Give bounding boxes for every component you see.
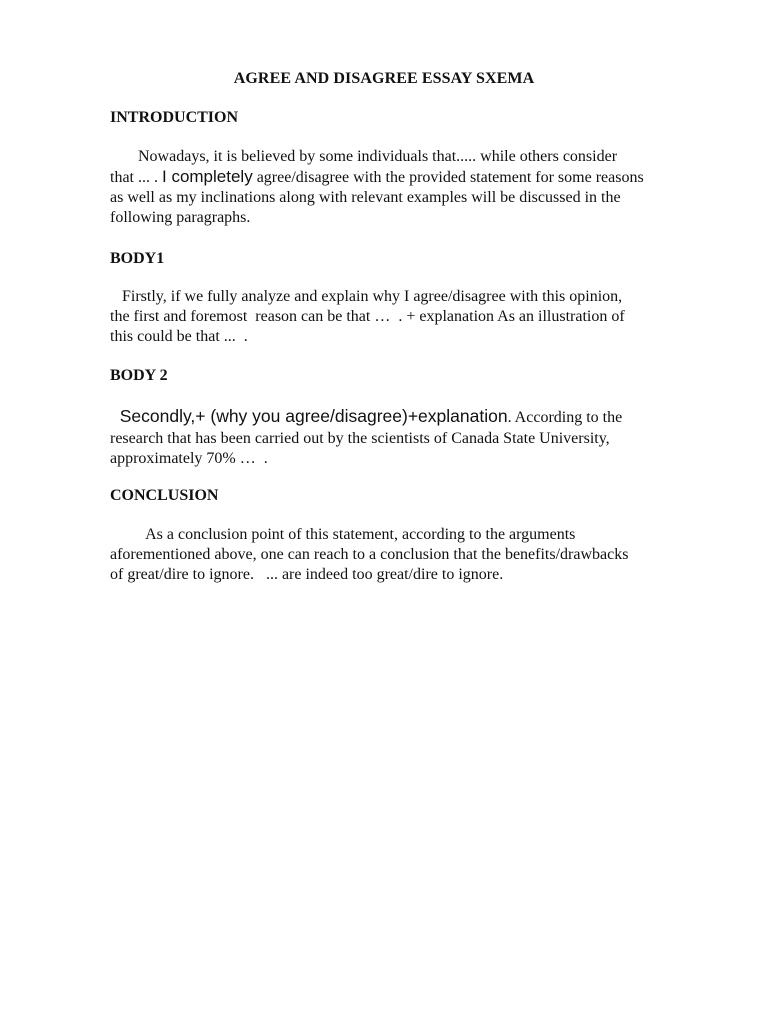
body2-paragraph [110,405,725,469]
conclusion-line-2: aforementioned above, one can reach to a conclusion that the benefits/drawbacks [110,546,629,563]
body2-line-1-end: . According to the [507,409,623,426]
introduction-line-4: following paragraphs. [110,209,251,226]
body2-line-3: approximately 70% … . [110,450,268,467]
body1-line-1: Firstly, if we fully analyze and explain why I agree/disagree with this opinion, [110,288,623,305]
body2-line-1 [110,405,725,429]
introduction-paragraph [110,147,725,228]
conclusion-line-1: As a conclusion point of this statement, according to the arguments [110,526,576,543]
introduction-emphasis: I completely [162,167,253,186]
body2-line-2: research that has been carried out by the scientists of Canada State University, [110,430,610,447]
introduction-line-2 [110,167,725,188]
body2-emphasis: Secondly,+ (why you agree/disagree)+explanation [110,406,508,426]
introduction-line-3: as well as my inclinations along with relevant examples will be discussed in the [110,189,621,206]
introduction-line-2-end: agree/disagree with the provided statement for some reasons [252,169,644,186]
body1-paragraph [110,287,725,347]
body1-line-3: this could be that ... . [110,328,248,345]
introduction-heading: INTRODUCTION [110,109,239,126]
body2-heading: BODY 2 [110,367,168,384]
document-title: AGREE AND DISAGREE ESSAY SXEMA [233,70,535,87]
body1-line-2: the first and foremost reason can be that … . + explanation As an illustration of [110,308,625,325]
body1-heading: BODY1 [110,250,165,267]
conclusion-paragraph [110,525,725,585]
introduction-line-1: Nowadays, it is believed by some individuals that..... while others consider [110,148,618,165]
conclusion-line-3: of great/dire to ignore. ... are indeed too great/dire to ignore. [110,566,504,583]
introduction-line-2-start: that ... . [110,169,162,186]
conclusion-heading: CONCLUSION [110,487,219,504]
